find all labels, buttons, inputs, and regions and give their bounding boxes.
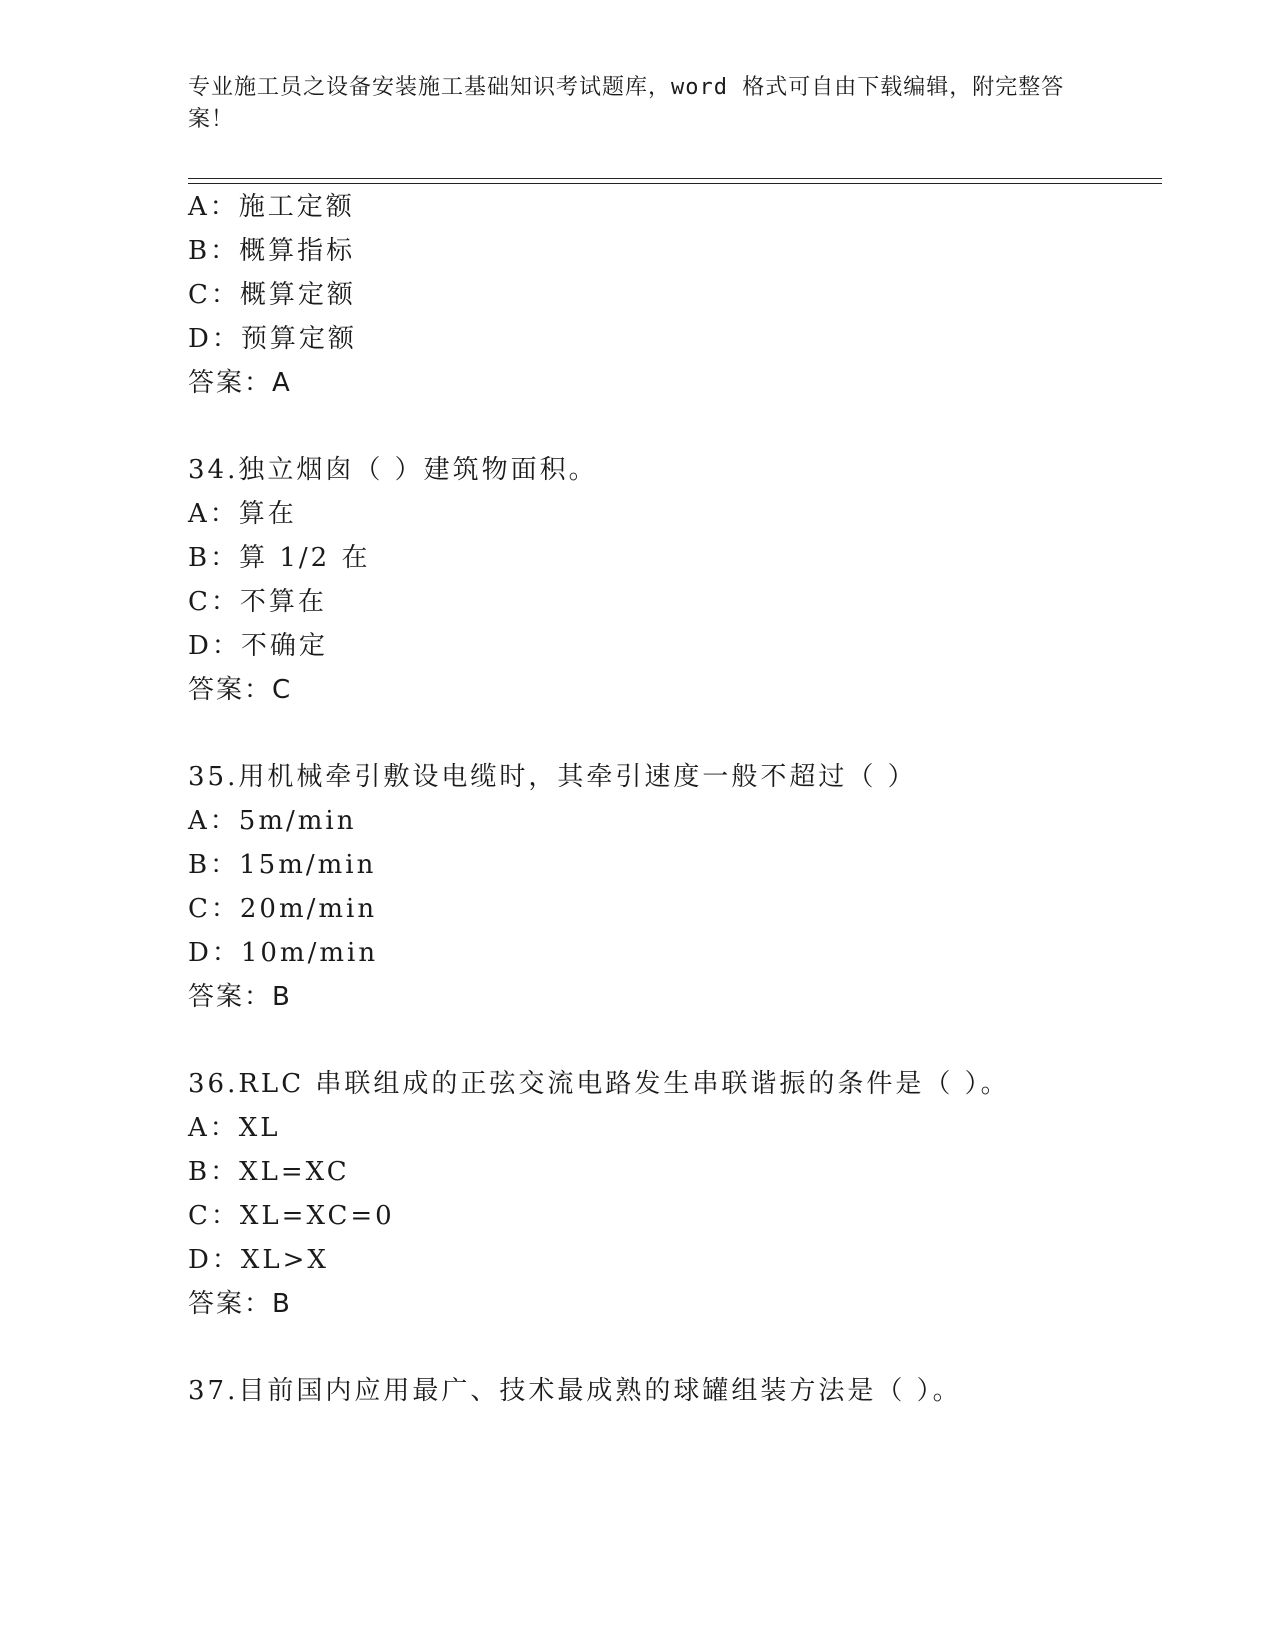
question-37: 37.目前国内应用最广、技术最成熟的球罐组装方法是（ ）。 [188,1376,962,1406]
answer: 答案：C [188,675,293,705]
answer: 答案：A [188,368,292,398]
option-d: D：不确定 [188,631,328,661]
option-b: B：15m/min [188,850,377,880]
option-b: B：概算指标 [188,236,356,266]
option-c: C：概算定额 [188,280,356,310]
option-a: A：XL [188,1113,281,1143]
header-rule-top [188,178,1162,179]
document-header: 专业施工员之设备安装施工基础知识考试题库，word 格式可自由下载编辑，附完整答案！ [188,75,1065,132]
answer: 答案：B [188,982,292,1012]
option-a: A：5m/min [188,806,357,836]
option-d: D：预算定额 [188,324,357,354]
header-rule-bottom [188,183,1162,184]
question-34: 34.独立烟囱（ ）建筑物面积。 [188,455,598,485]
option-b: B：算 1/2 在 [188,543,371,573]
option-c: C：20m/min [188,894,378,924]
option-c: C：不算在 [188,587,327,617]
option-d: D：10m/min [188,938,379,968]
option-a: A：算在 [188,499,297,529]
question-35: 35.用机械牵引敷设电缆时，其牵引速度一般不超过（ ） [188,762,917,792]
option-a: A：施工定额 [188,192,355,222]
option-d: D：XL>X [188,1245,329,1275]
answer: 答案：B [188,1289,292,1319]
question-36: 36.RLC 串联组成的正弦交流电路发生串联谐振的条件是（ ）。 [188,1069,1010,1099]
option-b: B：XL=XC [188,1157,350,1187]
option-c: C：XL=XC=0 [188,1201,395,1231]
